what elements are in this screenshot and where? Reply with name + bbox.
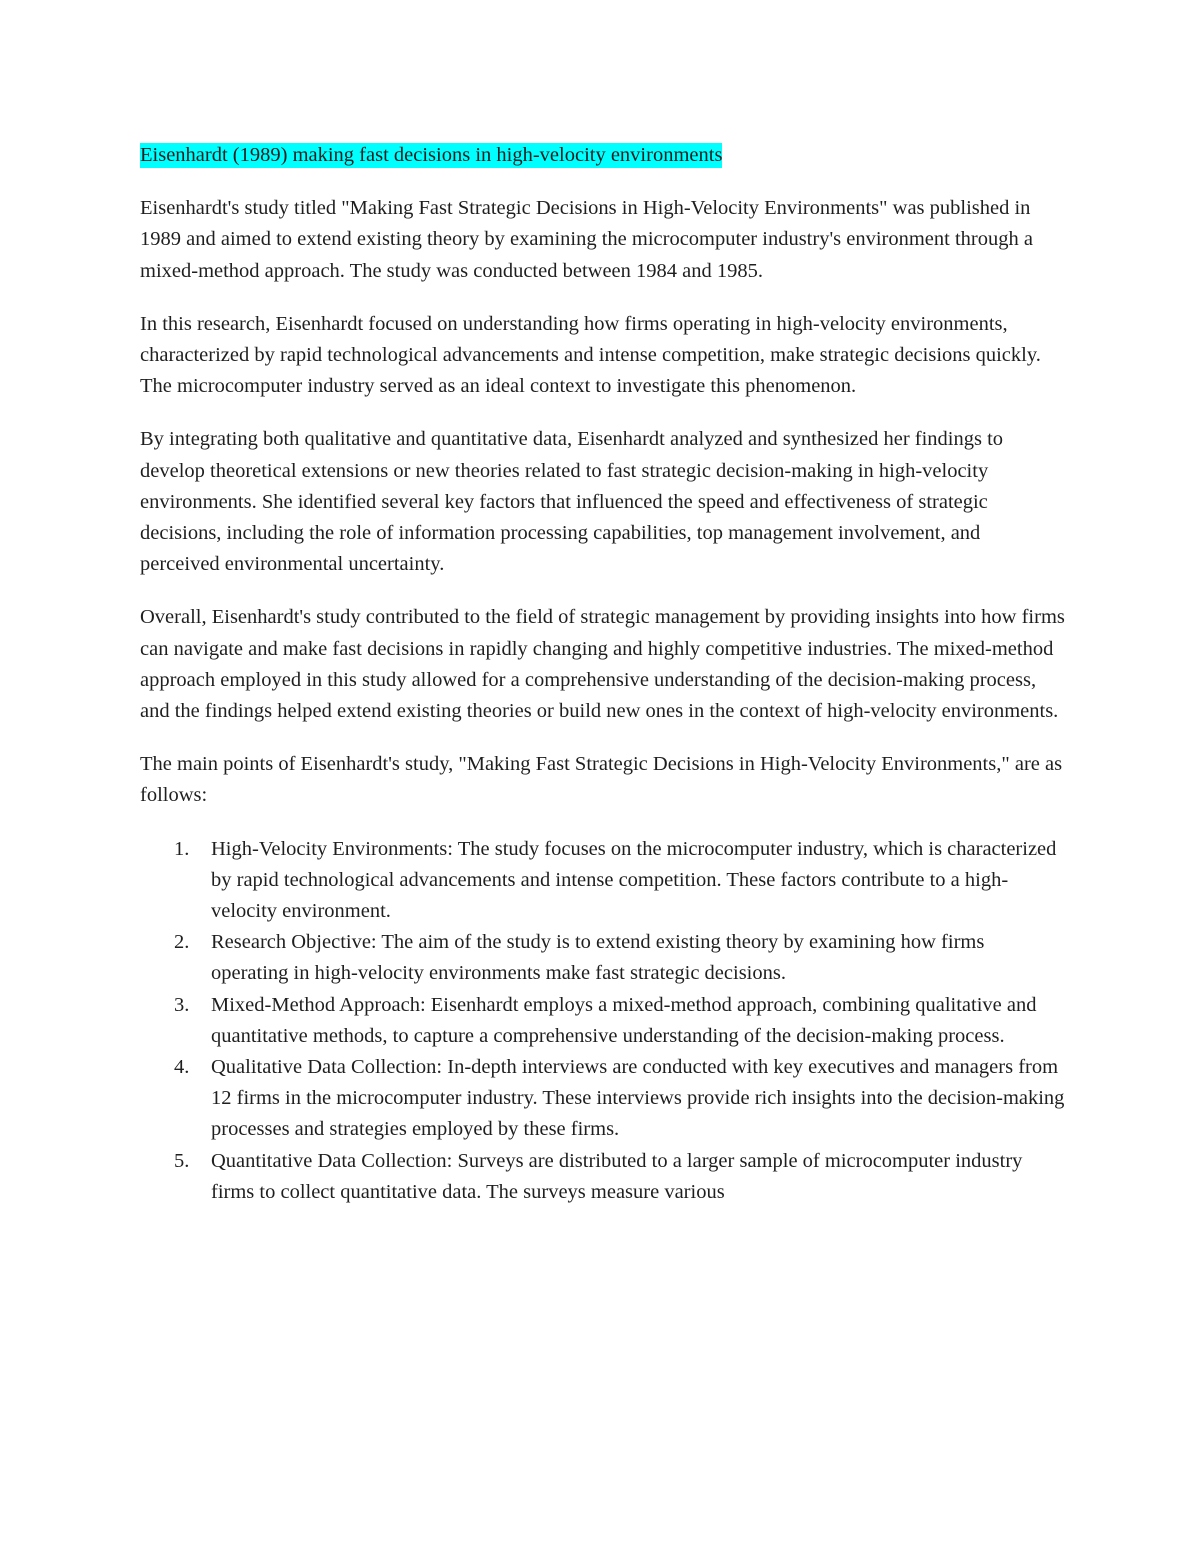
list-item: [140, 1052, 1065, 1146]
list-item-text: Mixed-Method Approach: Eisenhardt employs a mixed-method approach, combining qualitative and quantitative methods, to capture a comprehensive understanding of the decision-making process.: [211, 993, 1037, 1047]
list-item-text: High-Velocity Environments: The study focuses on the microcomputer industry, which is characterized by rapid technological advancements and intense competition. These factors contribute to a high-velocity environment.: [211, 837, 1057, 923]
list-item-number: 1.: [174, 837, 190, 860]
list-item-text: Qualitative Data Collection: In-depth interviews are conducted with key executives and managers from 12 firms in the microcomputer industry. These interviews provide rich insights into the decision-making processes and strategies employed by these firms.: [211, 1056, 1065, 1141]
list-item-number: 4.: [174, 1056, 190, 1079]
list-item-text: Research Objective: The aim of the study is to extend existing theory by examining how firms operating in high-velocity environments make fast strategic decisions.: [211, 931, 985, 985]
document-page: [140, 140, 1065, 1208]
paragraph-main-points: The main points of Eisenhardt's study, "Making Fast Strategic Decisions in High-Velocity Environments," are as follows:: [140, 753, 1063, 807]
paragraph-data-integration: By integrating both qualitative and quantitative data, Eisenhardt analyzed and synthesized her findings to develop theoretical extensions or new theories related to fast strategic decision-making in high-velocity environments. She identified several key factors that influenced the speed and effectiveness of strategic decisions, including the role of information processing capabilities, top management involvement, and perceived environmental uncertainty.: [140, 428, 1004, 576]
document-title: Eisenhardt (1989) making fast decisions in high-velocity environments: [140, 144, 723, 166]
main-points-list: [140, 834, 1065, 1208]
list-item-number: 2.: [174, 931, 190, 954]
list-item-number: 3.: [174, 993, 190, 1016]
list-item: [140, 1146, 1065, 1208]
list-item-number: 5.: [174, 1149, 190, 1172]
paragraph-research-focus: In this research, Eisenhardt focused on understanding how firms operating in high-velocity environments, characterized by rapid technological advancements and intense competition, make strategic decisions quickly. The microcomputer industry served as an ideal context to investigate this phenomenon.: [140, 312, 1041, 398]
list-item: [140, 927, 1065, 989]
paragraph-overall: Overall, Eisenhardt's study contributed to the field of strategic management by providing insights into how firms can navigate and make fast decisions in rapidly changing and highly competitive industries. The mixed-method approach employed in this study allowed for a comprehensive understanding of the decision-making process, and the findings helped extend existing theories or build new ones in the context of high-velocity environments.: [140, 606, 1065, 723]
list-item-text: Quantitative Data Collection: Surveys are distributed to a larger sample of microcomputer industry firms to collect quantitative data. The surveys measure various: [211, 1149, 1023, 1203]
paragraph-intro: Eisenhardt's study titled "Making Fast Strategic Decisions in High-Velocity Environments" was published in 1989 and aimed to extend existing theory by examining the microcomputer industry's environment through a mixed-method approach. The study was conducted between 1984 and 1985.: [140, 197, 1033, 282]
list-item: [140, 834, 1065, 928]
list-item: [140, 990, 1065, 1052]
title-line: [140, 140, 1065, 171]
